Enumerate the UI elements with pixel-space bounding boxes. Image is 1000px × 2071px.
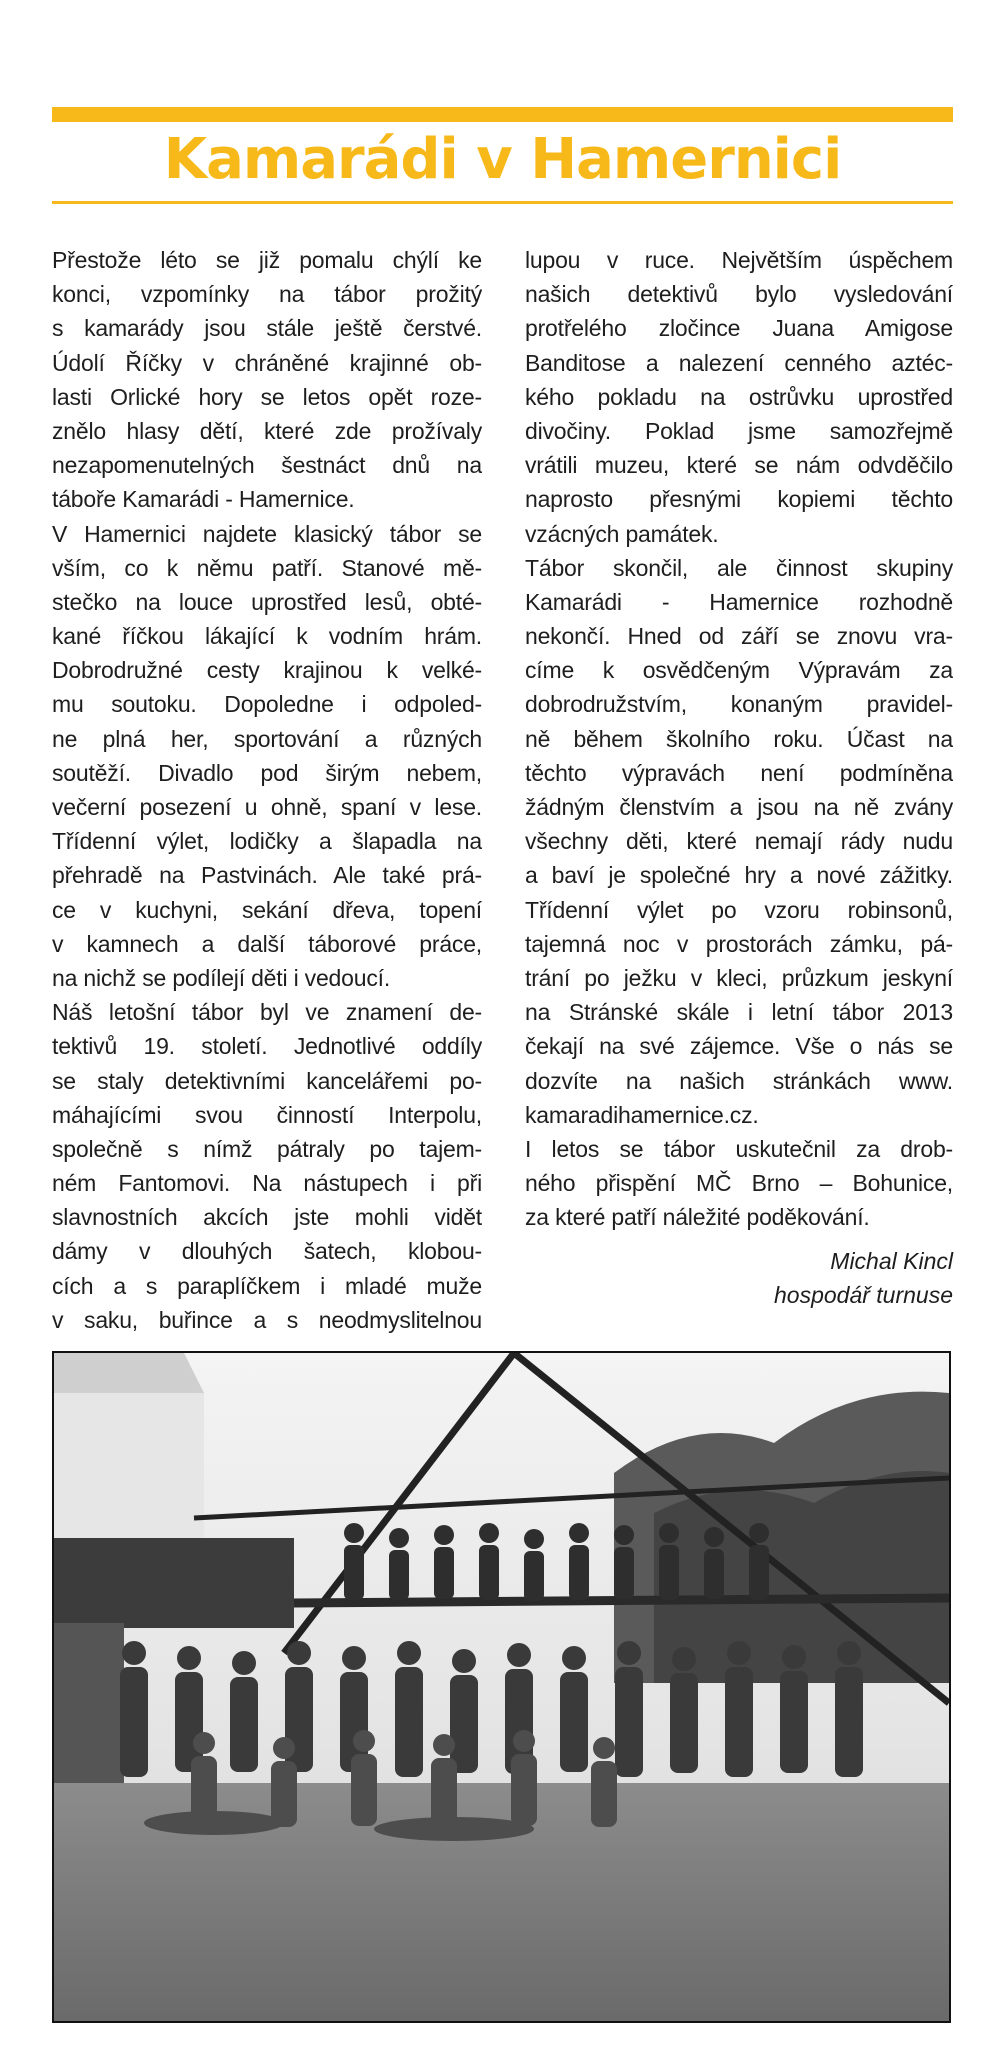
- text-line: našich detektivů bylo vysledování: [525, 281, 953, 308]
- text-line: žádným členstvím a jsou na ně zvány: [525, 794, 953, 820]
- text-line: za které patří náležité poděkování.: [525, 1204, 870, 1231]
- text-line: vším, co k němu patří. Stanové mě-: [52, 554, 482, 581]
- text-line: večerní posezení u ohně, spaní v lese.: [52, 794, 482, 820]
- text-line: vzácných památek.: [525, 520, 719, 547]
- text-line: Banditose a nalezení cenného aztéc-: [525, 349, 953, 376]
- text-line: ně během školního roku. Účast na: [525, 725, 953, 752]
- text-line: V Hamernici najdete klasický tábor se: [52, 520, 482, 547]
- text-line: Třídenní výlet po vzoru robinsonů,: [525, 896, 953, 923]
- text-line: stečko na louce uprostřed lesů, obté-: [52, 588, 482, 615]
- text-line: ného přispění MČ Brno – Bohunice,: [525, 1170, 953, 1197]
- text-line: nekončí. Hned od září se znovu vra-: [525, 623, 953, 650]
- text-line: ne plná her, sportování a různých: [52, 725, 482, 752]
- title-underline-rule: [52, 201, 953, 204]
- text-line: dámy v dlouhých šatech, klobou-: [52, 1238, 482, 1265]
- article-title: Kamarádi v Hamernici: [163, 127, 842, 192]
- text-line: máhajícími svou činností Interpolu,: [52, 1101, 482, 1128]
- text-line: mu soutoku. Dopoledne i odpoled-: [52, 691, 482, 718]
- right-text-column: [525, 243, 953, 1234]
- text-line: a baví je společné hry a nové zážitky.: [525, 862, 953, 889]
- text-line: znělo hlasy dětí, které zde prožívaly: [52, 417, 482, 444]
- text-line: lasti Orlické hory se letos opět roze-: [52, 383, 482, 410]
- text-line: na Stránské skále i letní tábor 2013: [525, 999, 953, 1026]
- text-line: Třídenní výlet, lodičky a šlapadla na: [52, 828, 482, 855]
- text-line: Tábor skončil, ale činnost skupiny: [525, 554, 953, 581]
- text-line: se staly detektivními kancelářemi po-: [52, 1067, 482, 1094]
- text-line: Kamarádi - Hamernice rozhodně: [525, 588, 953, 615]
- text-line: nezapomenutelných šestnáct dnů na: [52, 452, 482, 479]
- text-line: Náš letošní tábor byl ve znamení de-: [52, 999, 482, 1026]
- text-line: vrátili muzeu, které se nám odvděčilo: [525, 452, 953, 479]
- text-line: těchto výpravách není podmíněna: [525, 759, 953, 786]
- text-line: ném Fantomovi. Na nástupech i při: [52, 1170, 482, 1197]
- text-line: v kamnech a další táborové práce,: [52, 930, 482, 957]
- group-photo-illustration: [54, 1353, 949, 2021]
- left-text-column: [52, 243, 482, 1337]
- text-line: na nichž se podílejí děti i vedoucí.: [52, 964, 391, 991]
- text-line: čekají na své zájemce. Vše o nás se: [525, 1033, 953, 1060]
- text-line: cích a s paraplíčkem i mladé muže: [52, 1272, 482, 1299]
- text-line: v saku, buřince a s neodmyslitelnou: [52, 1306, 482, 1333]
- text-line: dobrodružstvím, konaným pravidel-: [525, 691, 953, 718]
- text-line: Přestože léto se již pomalu chýlí ke: [52, 247, 482, 273]
- text-line: všechny děti, které nemají rády nudu: [525, 828, 953, 855]
- text-line: Údolí Říčky v chráněné krajinné ob-: [52, 349, 482, 376]
- text-line: naprosto přesnými kopiemi těchto: [525, 486, 953, 513]
- text-line: protřelého zločince Juana Amigose: [525, 315, 953, 342]
- signature-name: Michal Kincl: [830, 1248, 953, 1274]
- text-line: kamaradihamernice.cz.: [525, 1101, 759, 1128]
- text-line: s kamarády jsou stále ještě čerstvé.: [52, 315, 482, 342]
- text-line: konci, vzpomínky na tábor prožitý: [52, 281, 482, 308]
- text-line: soutěží. Divadlo pod širým nebem,: [52, 759, 482, 786]
- text-line: tektivů 19. století. Jednotlivé oddíly: [52, 1033, 482, 1060]
- text-line: divočiny. Poklad jsme samozřejmě: [525, 417, 953, 444]
- text-line: I letos se tábor uskutečnil za drob-: [525, 1135, 953, 1162]
- text-line: lupou v ruce. Největším úspěchem: [525, 247, 953, 273]
- text-line: táboře Kamarádi - Hamernice.: [52, 486, 355, 513]
- text-line: trání po ježku v kleci, průzkum jeskyní: [525, 964, 953, 991]
- text-line: společně s nímž pátraly po tajem-: [52, 1135, 482, 1162]
- text-line: dozvíte na našich stránkách www.: [525, 1067, 953, 1094]
- text-line: slavnostních akcích jste mohli vidět: [52, 1204, 482, 1231]
- text-line: címe k osvědčeným Výpravám za: [525, 657, 953, 684]
- text-line: Dobrodružné cesty krajinou k velké-: [52, 657, 482, 684]
- text-line: ce v kuchyni, sekání dřeva, topení: [52, 896, 482, 923]
- text-line: přehradě na Pastvinách. Ale také prá-: [52, 862, 482, 889]
- top-accent-rule: [52, 107, 953, 122]
- text-line: kého pokladu na ostrůvku uprostřed: [525, 383, 953, 410]
- text-line: tajemná noc v prostorách zámku, pá-: [525, 930, 953, 957]
- signature-role: hospodář turnuse: [773, 1282, 953, 1308]
- group-photo: [52, 1351, 951, 2023]
- text-line: kané říčkou lákající k vodním hrám.: [52, 623, 482, 650]
